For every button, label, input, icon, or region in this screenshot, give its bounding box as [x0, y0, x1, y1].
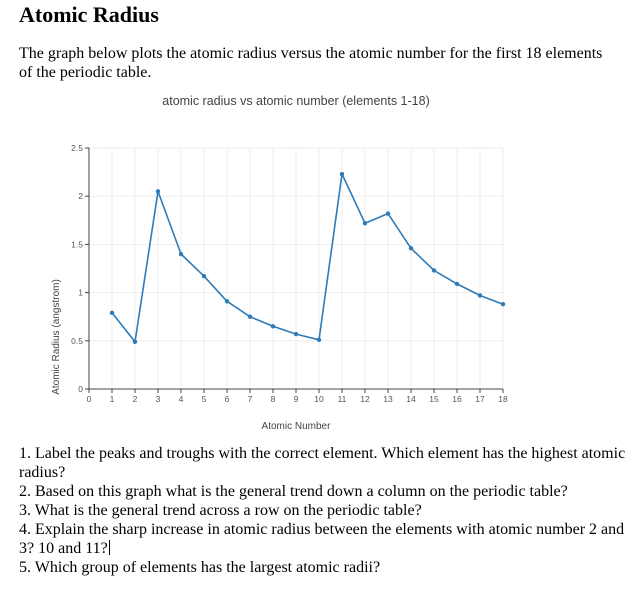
x-tick-label: 9	[293, 394, 299, 404]
x-tick-label: 8	[270, 394, 276, 404]
atomic-radius-chart	[0, 88, 643, 438]
x-axis-label: Atomic Number	[261, 421, 331, 432]
x-tick-label: 4	[178, 394, 184, 404]
data-point	[133, 340, 137, 344]
data-point	[156, 189, 160, 193]
data-point	[202, 274, 206, 278]
data-point	[455, 282, 459, 286]
x-tick-label: 17	[475, 394, 485, 404]
x-tick-label: 3	[155, 394, 161, 404]
x-tick-label: 0	[86, 394, 92, 404]
data-point	[225, 299, 229, 303]
data-point	[363, 221, 367, 225]
x-tick-label: 14	[406, 394, 416, 404]
x-tick-label: 12	[360, 394, 370, 404]
page-title: Atomic Radius	[19, 2, 159, 27]
data-point	[478, 293, 482, 297]
x-tick-label: 15	[429, 394, 439, 404]
y-tick-label: 0	[78, 384, 83, 394]
x-tick-label: 7	[247, 394, 253, 404]
chart-title: atomic radius vs atomic number (elements 1-18)	[162, 94, 430, 108]
y-tick-label: 1	[78, 287, 83, 298]
question-1: 1. Label the peaks and troughs with the correct element. Which element has the highest atomic radius?	[19, 445, 626, 481]
y-axis-label: Atomic Radius (angstrom)	[51, 279, 62, 395]
data-point	[294, 332, 298, 336]
data-point	[409, 246, 413, 250]
data-point	[340, 172, 344, 176]
data-point	[317, 338, 321, 342]
x-tick-label: 2	[132, 394, 138, 404]
question-3: 3. What is the general trend across a row on the periodic table?	[19, 502, 422, 519]
data-point	[501, 302, 505, 306]
question-2: 2. Based on this graph what is the general trend down a column on the periodic table?	[19, 483, 568, 500]
x-tick-label: 13	[383, 394, 393, 404]
data-point	[432, 268, 436, 272]
x-tick-label: 6	[224, 394, 230, 404]
data-point	[179, 252, 183, 256]
x-tick-label: 5	[201, 394, 207, 404]
data-point	[248, 315, 252, 319]
x-tick-label: 16	[452, 394, 462, 404]
x-tick-label: 10	[314, 394, 324, 404]
intro-paragraph: The graph below plots the atomic radius versus the atomic number for the first 18 elements of the periodic table.	[19, 45, 603, 81]
data-point	[110, 311, 114, 315]
axis-layer	[85, 148, 503, 393]
x-tick-label: 11	[337, 394, 347, 404]
text-cursor	[109, 540, 110, 555]
question-list	[19, 444, 634, 577]
y-tick-label: 1.5	[71, 239, 83, 250]
series-line	[112, 174, 503, 342]
data-point	[386, 211, 390, 215]
x-tick-label: 18	[498, 394, 508, 404]
y-tick-label: 0.5	[71, 335, 83, 346]
series-layer	[110, 172, 505, 344]
question-5: 5. Which group of elements has the largest atomic radii?	[19, 559, 381, 576]
x-tick-label: 1	[109, 394, 115, 404]
y-tick-label: 2	[78, 191, 83, 202]
question-4: 4. Explain the sharp increase in atomic radius between the elements with atomic number 2 and 3? 10 and 11?	[19, 521, 625, 557]
data-point	[271, 324, 275, 328]
tick-labels	[71, 143, 508, 404]
grid-layer	[89, 148, 503, 389]
y-tick-label: 2.5	[71, 143, 83, 153]
